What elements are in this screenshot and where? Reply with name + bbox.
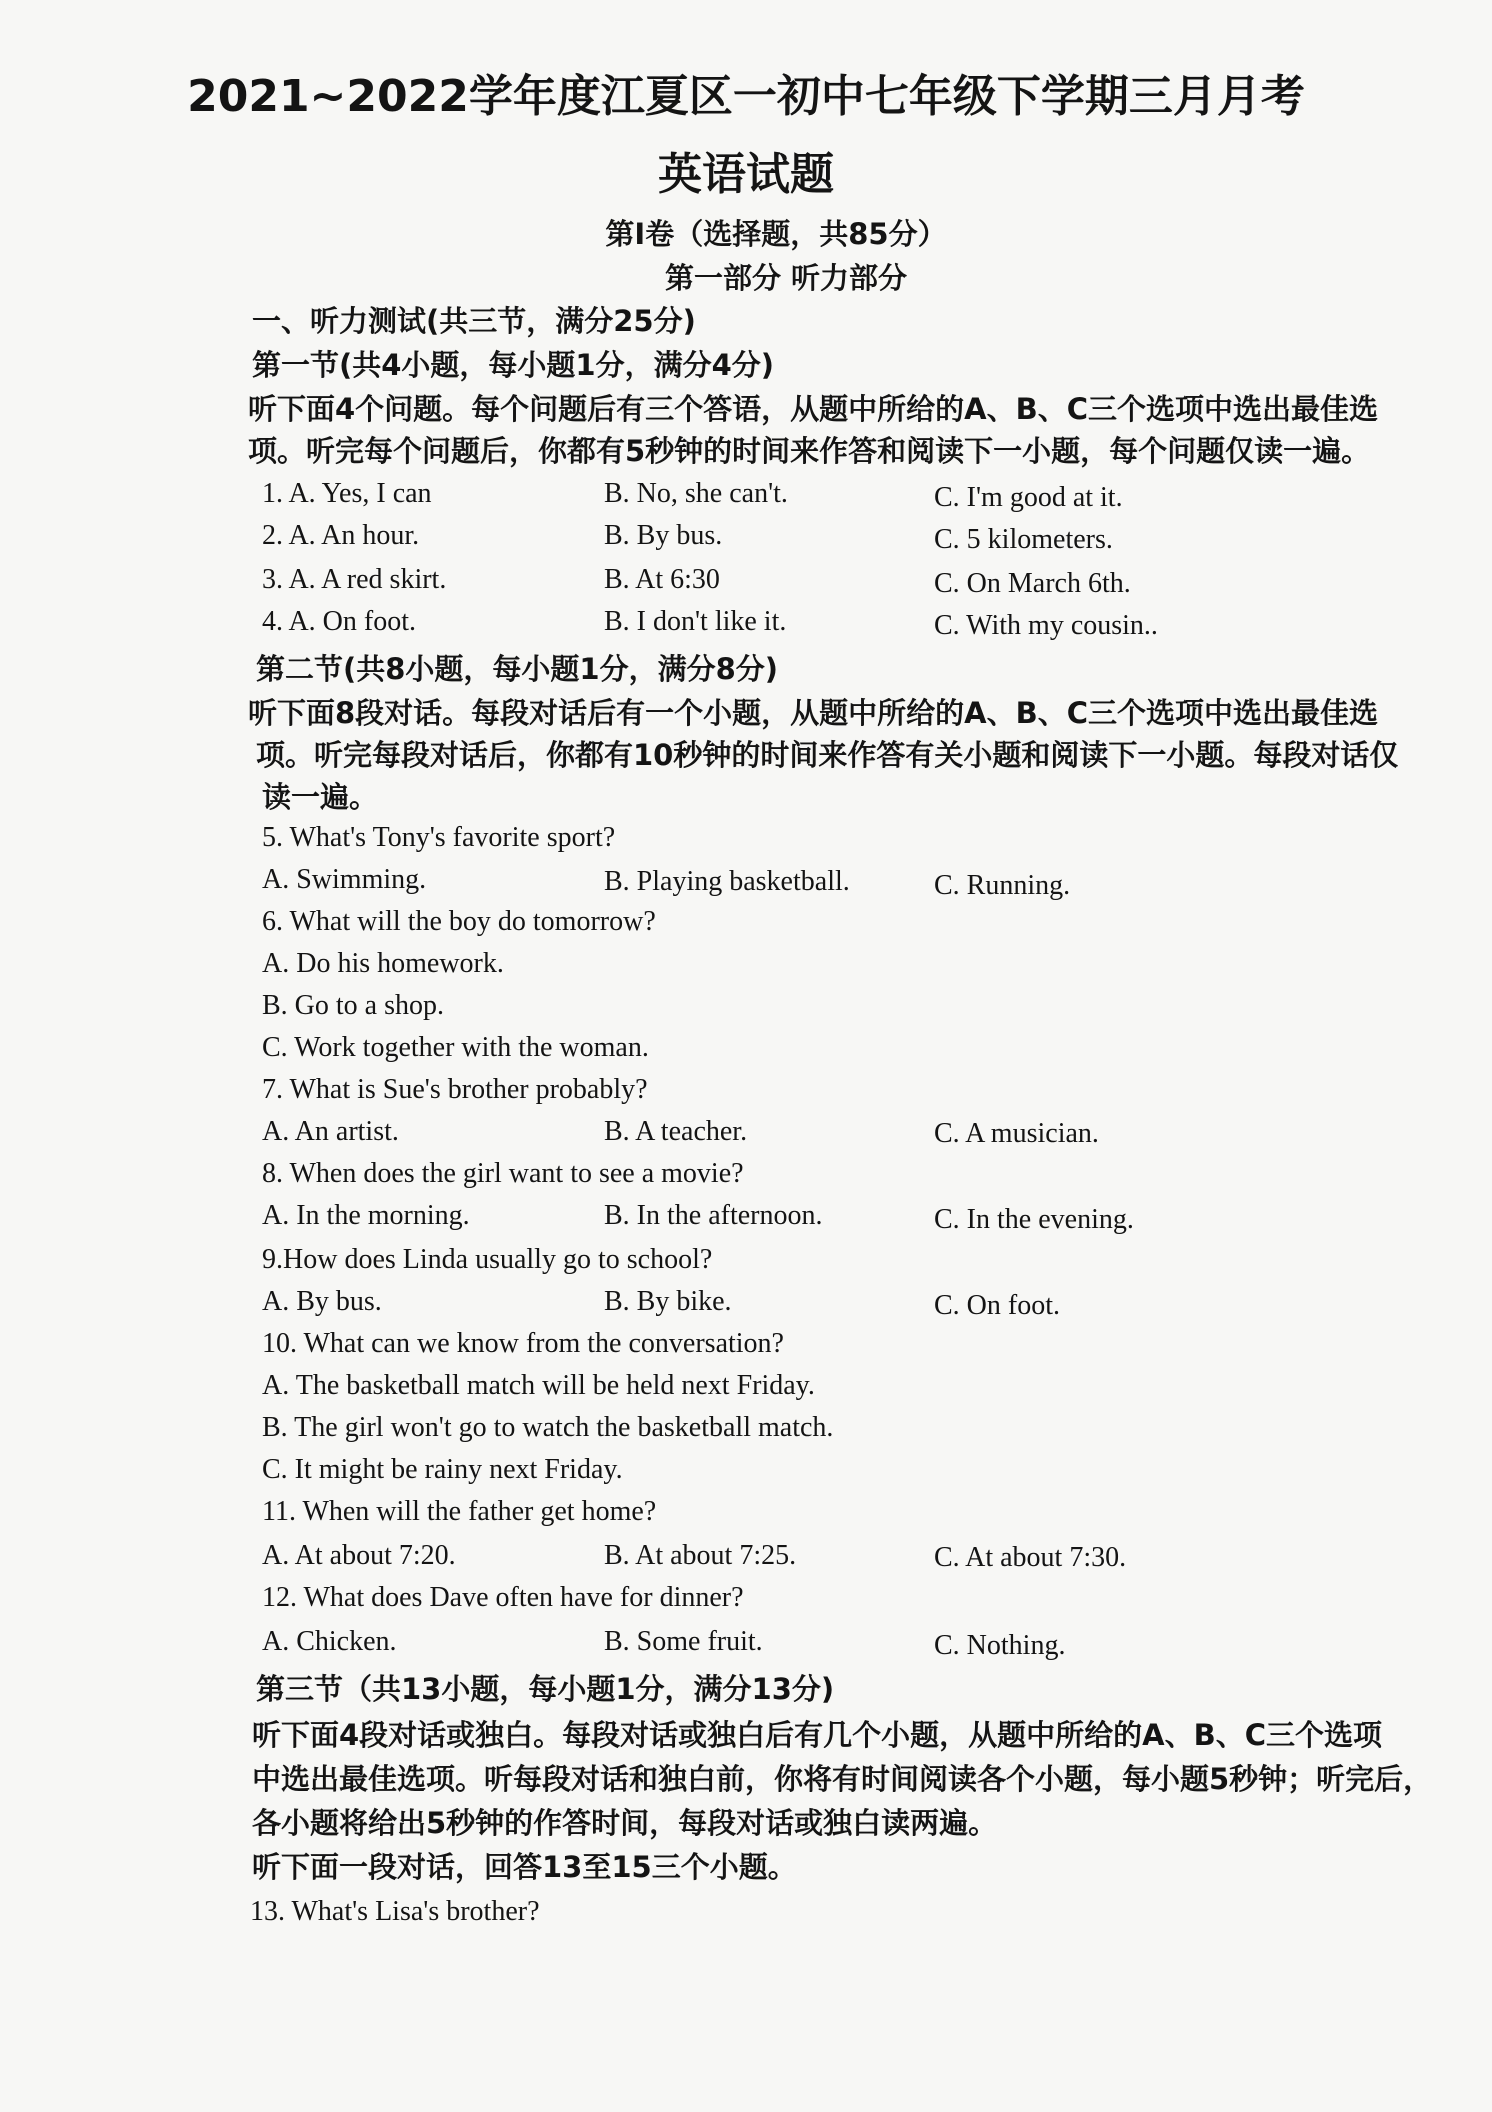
q11-option-b: B. At about 7:25. bbox=[604, 1540, 797, 1571]
exam-subtitle: 英语试题 bbox=[658, 149, 834, 200]
q9-option-a: A. By bus. bbox=[262, 1286, 382, 1317]
q7-option-c: C. A musician. bbox=[934, 1118, 1099, 1149]
q5-stem: 5. What's Tony's favorite sport? bbox=[262, 822, 616, 853]
q10-stem: 10. What can we know from the conversation? bbox=[262, 1328, 784, 1359]
part2-heading: 第二节(共8小题，每小题1分，满分8分) bbox=[256, 652, 779, 686]
q1-option-b: B. No, she can't. bbox=[604, 478, 788, 509]
q9-option-b: B. By bike. bbox=[604, 1286, 732, 1317]
part2-instruction-line2: 项。听完每段对话后，你都有10秒钟的时间来作答有关小题和阅读下一小题。每段对话仅 bbox=[256, 738, 1399, 772]
q10-option-a: A. The basketball match will be held next Friday. bbox=[262, 1370, 815, 1401]
q12-option-c: C. Nothing. bbox=[934, 1630, 1066, 1661]
q8-option-a: A. In the morning. bbox=[262, 1200, 470, 1231]
q4-option-a: 4. A. On foot. bbox=[262, 606, 416, 637]
part3-instruction-line2: 中选出最佳选项。听每段对话和独白前，你将有时间阅读各个小题，每小题5秒钟；听完后， bbox=[252, 1762, 1433, 1796]
q7-stem: 7. What is Sue's brother probably? bbox=[262, 1074, 648, 1105]
q5-option-b: B. Playing basketball. bbox=[604, 866, 850, 897]
q9-option-c: C. On foot. bbox=[934, 1290, 1060, 1321]
q12-option-b: B. Some fruit. bbox=[604, 1626, 763, 1657]
volume-heading: 第Ⅰ卷（选择题，共85分） bbox=[605, 217, 947, 251]
q10-option-b: B. The girl won't go to watch the basketball match. bbox=[262, 1412, 834, 1443]
q11-option-c: C. At about 7:30. bbox=[934, 1542, 1127, 1573]
q1-option-a: 1. A. Yes, I can bbox=[262, 478, 432, 509]
q7-option-b: B. A teacher. bbox=[604, 1116, 748, 1147]
q6-option-c: C. Work together with the woman. bbox=[262, 1032, 649, 1063]
part2-instruction-line1: 听下面8段对话。每段对话后有一个小题，从题中所给的A、B、C三个选项中选出最佳选 bbox=[248, 696, 1379, 730]
q2-option-a: 2. A. An hour. bbox=[262, 520, 420, 551]
q2-option-b: B. By bus. bbox=[604, 520, 723, 551]
part1-instruction-line2: 项。听完每个问题后，你都有5秒钟的时间来作答和阅读下一小题，每个问题仅读一遍。 bbox=[248, 434, 1371, 468]
q4-option-b: B. I don't like it. bbox=[604, 606, 787, 637]
q12-option-a: A. Chicken. bbox=[262, 1626, 397, 1657]
q6-option-b: B. Go to a shop. bbox=[262, 990, 444, 1021]
part3-instruction-line1: 听下面4段对话或独白。每段对话或独白后有几个小题，从题中所给的A、B、C三个选项 bbox=[252, 1718, 1383, 1752]
q3-option-b: B. At 6:30 bbox=[604, 564, 720, 595]
q5-option-c: C. Running. bbox=[934, 870, 1071, 901]
section-heading: 一、听力测试(共三节，满分25分) bbox=[252, 304, 696, 338]
part3-heading: 第三节（共13小题，每小题1分，满分13分) bbox=[256, 1672, 835, 1706]
q6-stem: 6. What will the boy do tomorrow? bbox=[262, 906, 656, 937]
q8-option-b: B. In the afternoon. bbox=[604, 1200, 823, 1231]
q13-stem: 13. What's Lisa's brother? bbox=[250, 1896, 540, 1927]
q4-option-c: C. With my cousin.. bbox=[934, 610, 1158, 641]
q11-option-a: A. At about 7:20. bbox=[262, 1540, 456, 1571]
q9-stem: 9.How does Linda usually go to school? bbox=[262, 1244, 713, 1275]
q6-option-a: A. Do his homework. bbox=[262, 948, 504, 979]
part1-instruction-line1: 听下面4个问题。每个问题后有三个答语，从题中所给的A、B、C三个选项中选出最佳选 bbox=[248, 392, 1379, 426]
q8-option-c: C. In the evening. bbox=[934, 1204, 1134, 1235]
q10-option-c: C. It might be rainy next Friday. bbox=[262, 1454, 623, 1485]
q7-option-a: A. An artist. bbox=[262, 1116, 399, 1147]
q3-option-a: 3. A. A red skirt. bbox=[262, 564, 447, 595]
q3-option-c: C. On March 6th. bbox=[934, 568, 1131, 599]
q5-option-a: A. Swimming. bbox=[262, 864, 427, 895]
part2-instruction-line3: 读一遍。 bbox=[262, 780, 379, 814]
part1-heading: 第一节(共4小题，每小题1分，满分4分) bbox=[252, 348, 775, 382]
q11-stem: 11. When will the father get home? bbox=[262, 1496, 657, 1527]
q1-option-c: C. I'm good at it. bbox=[934, 482, 1123, 513]
exam-title: 2021~2022学年度江夏区一初中七年级下学期三月月考 bbox=[187, 71, 1305, 122]
part-heading: 第一部分 听力部分 bbox=[664, 261, 908, 295]
part3-instruction-line3: 各小题将给出5秒钟的作答时间，每段对话或独白读两遍。 bbox=[252, 1806, 998, 1840]
part3-instruction-line4: 听下面一段对话，回答13至15三个小题。 bbox=[252, 1850, 797, 1884]
q12-stem: 12. What does Dave often have for dinner? bbox=[262, 1582, 744, 1613]
q8-stem: 8. When does the girl want to see a movie? bbox=[262, 1158, 744, 1189]
q2-option-c: C. 5 kilometers. bbox=[934, 524, 1113, 555]
